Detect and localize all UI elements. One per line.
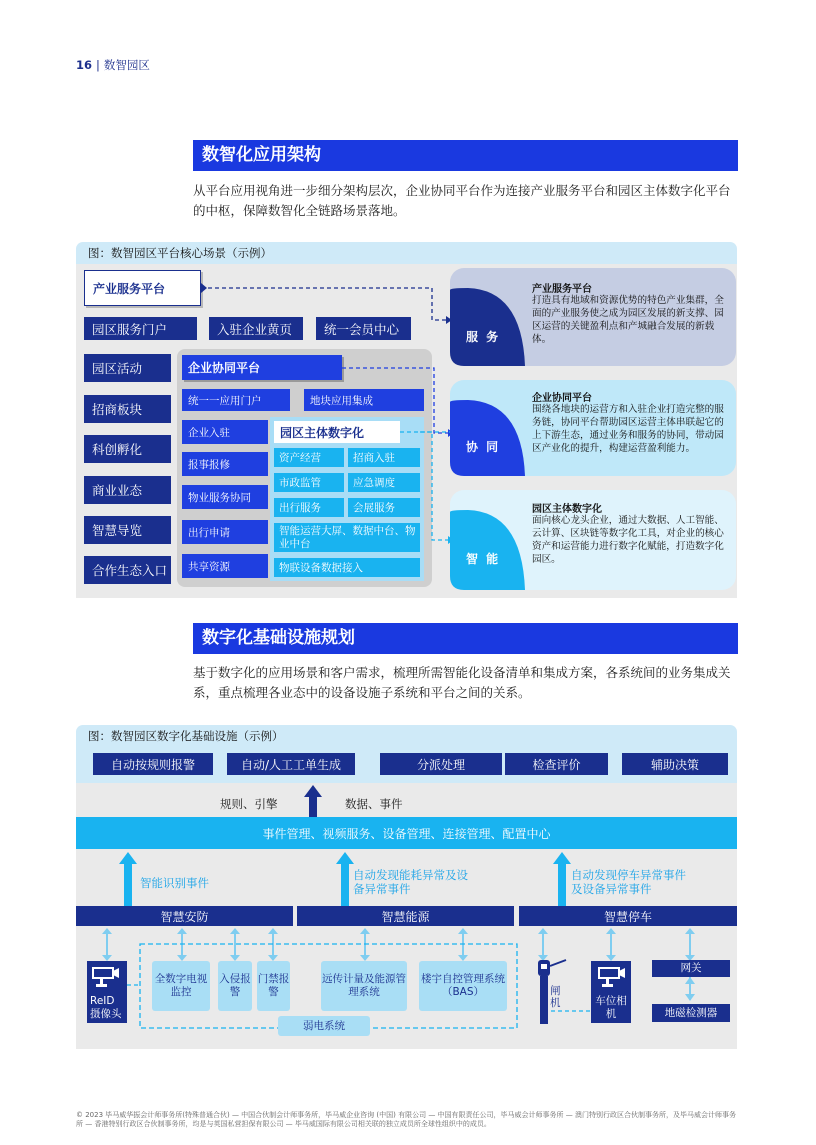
top-btn-decision: 辅助决策 bbox=[622, 753, 728, 775]
category-energy: 智慧能源 bbox=[297, 906, 514, 926]
device-intrusion-alarm: 入侵报警 bbox=[218, 961, 252, 1011]
section-title-app-architecture: 数智化应用架构 bbox=[193, 140, 738, 171]
card-enterprise-title: 企业协同平台 bbox=[532, 393, 592, 404]
park-grid-item-4: 应急调度 bbox=[348, 473, 420, 492]
card-park-title: 园区主体数字化 bbox=[532, 504, 602, 515]
top-btn-dispatch: 分派处理 bbox=[380, 753, 502, 775]
device-energy-metering: 远传计量及能源管理系统 bbox=[321, 961, 407, 1011]
header-section: 数智园区 bbox=[103, 58, 150, 72]
industry-platform-box: 产业服务平台 bbox=[84, 270, 201, 306]
top-btn-check: 检查评价 bbox=[505, 753, 608, 775]
enterprise-row-item-1: 统一一应用门户 bbox=[182, 389, 290, 411]
park-grid-item-5: 出行服务 bbox=[274, 498, 344, 517]
section-title-infrastructure: 数字化基础设施规划 bbox=[193, 623, 738, 654]
category-security: 智慧安防 bbox=[76, 906, 293, 926]
card-park-label: 智 能 bbox=[466, 552, 501, 566]
figure-caption: 图：数智园区平台核心场景（示例） bbox=[76, 242, 737, 264]
event-label-1: 智能识别事件 bbox=[140, 876, 209, 890]
camera-icon bbox=[596, 963, 626, 991]
device-tv-monitor: 全数字电视监控 bbox=[152, 961, 210, 1011]
park-grid-item-3: 市政监管 bbox=[274, 473, 344, 492]
device-gateway: 网关 bbox=[652, 960, 730, 977]
enterprise-col-item-1: 企业入驻 bbox=[182, 420, 268, 444]
park-wide-item-1: 智能运营大屏、数据中台、物业中台 bbox=[274, 523, 420, 552]
category-parking: 智慧停车 bbox=[519, 906, 737, 926]
device-access-alarm: 门禁报警 bbox=[257, 961, 290, 1011]
event-label-3: 自动发现停车异常事件及设备异常事件 bbox=[571, 868, 686, 896]
header-separator: | bbox=[96, 58, 100, 72]
top-row-item-1: 园区服务门户 bbox=[84, 317, 197, 340]
data-events-label: 数据、事件 bbox=[345, 797, 403, 811]
park-grid-item-2: 招商入驻 bbox=[348, 448, 420, 467]
page-number: 16 bbox=[76, 58, 93, 72]
event-label-2: 自动发现能耗异常及设备异常事件 bbox=[353, 868, 468, 896]
center-service-bar: 事件管理、视频服务、设备管理、连接管理、配置中心 bbox=[76, 817, 737, 849]
left-item-6: 合作生态入口 bbox=[84, 556, 171, 584]
rules-engine-label: 规则、引擎 bbox=[220, 797, 278, 811]
device-weak-current: 弱电系统 bbox=[278, 1016, 370, 1036]
left-item-2: 招商板块 bbox=[84, 395, 171, 423]
enterprise-row-item-2: 地块应用集成 bbox=[304, 389, 424, 411]
footer-copyright: © 2023 毕马威华振会计师事务所(特殊普通合伙) — 中国合伙制会计师事务所，毕马威企业咨询 (中国) 有限公司 — 中国有限责任公司，毕马威会计师事务所 — 澳门特别行政区合伙制事务所，及毕马威会计师事务所 — 香港特别行政区合伙制事务所，均是与英国私营担保有限公司 — 毕马威国际有限公司相关联的独立成员所全球性组织中的成员。 bbox=[76, 1111, 736, 1128]
card-industry-title: 产业服务平台 bbox=[532, 284, 592, 295]
left-item-3: 科创孵化 bbox=[84, 435, 171, 463]
park-platform-box: 园区主体数字化 bbox=[274, 421, 400, 443]
card-industry-label: 服 务 bbox=[466, 330, 501, 344]
enterprise-col-item-2: 报事报修 bbox=[182, 452, 268, 476]
card-industry-desc: 打造具有地域和资源优势的特色产业集群，全面的产业服务使之成为园区发展的新支撑、园区运营的关键盈利点和产城融合发展的新载体。 bbox=[532, 295, 724, 345]
parking-camera-label: 车位相机 bbox=[595, 995, 627, 1020]
card-enterprise-desc: 围绕各地块的运营方和入驻企业打造完整的服务链，协同平台帮助园区运营主体串联起它的上下游生态，通过业务和服务的协同，带动园区产业化的提升，构建运营盈利能力。 bbox=[532, 404, 724, 454]
park-grid-item-1: 资产经营 bbox=[274, 448, 344, 467]
top-btn-auto-alarm: 自动按规则报警 bbox=[93, 753, 213, 775]
section-intro-infrastructure: 基于数字化的应用场景和客户需求，梳理所需智能化设备清单和集成方案，各系统间的业务集成关系，重点梳理各业态中的设备设施子系统和平台之间的关系。 bbox=[193, 665, 731, 700]
left-item-5: 智慧导览 bbox=[84, 516, 171, 544]
enterprise-col-item-5: 共享资源 bbox=[182, 554, 268, 578]
device-bas: 楼宇自控管理系统（BAS） bbox=[419, 961, 507, 1011]
card-enterprise-label: 协 同 bbox=[466, 440, 501, 454]
enterprise-platform-box: 企业协同平台 bbox=[182, 355, 342, 380]
gate-label: 闸机 bbox=[550, 985, 561, 1009]
device-geomagnetic: 地磁检测器 bbox=[652, 1004, 730, 1022]
left-item-4: 商业业态 bbox=[84, 476, 171, 504]
card-park-desc: 面向核心龙头企业，通过大数据、人工智能、云计算、区块链等数字化工具，对企业的核心资产和运营能力进行数字化赋能，打造数字化园区。 bbox=[532, 515, 724, 565]
top-row-item-3: 统一会员中心 bbox=[316, 317, 411, 340]
device-parking-camera bbox=[591, 961, 631, 1023]
enterprise-col-item-3: 物业服务协同 bbox=[182, 485, 268, 509]
park-wide-item-2: 物联设备数据接入 bbox=[274, 558, 420, 577]
section-intro-app-architecture: 从平台应用视角进一步细分架构层次，企业协同平台作为连接产业服务平台和园区主体数字化平台的中枢，保障数智化全链路场景落地。 bbox=[193, 183, 731, 218]
enterprise-col-item-4: 出行申请 bbox=[182, 520, 268, 544]
park-grid-item-6: 会展服务 bbox=[348, 498, 420, 517]
top-row-item-2: 入驻企业黄页 bbox=[209, 317, 303, 340]
camera-icon bbox=[90, 963, 120, 991]
top-btn-ticket: 自动/人工工单生成 bbox=[227, 753, 355, 775]
device-reid-camera bbox=[87, 961, 127, 1023]
figure2-caption: 图：数智园区数字化基础设施（示例） bbox=[76, 725, 737, 747]
reid-camera-label: ReID摄像头 bbox=[90, 995, 122, 1020]
left-item-1: 园区活动 bbox=[84, 354, 171, 382]
